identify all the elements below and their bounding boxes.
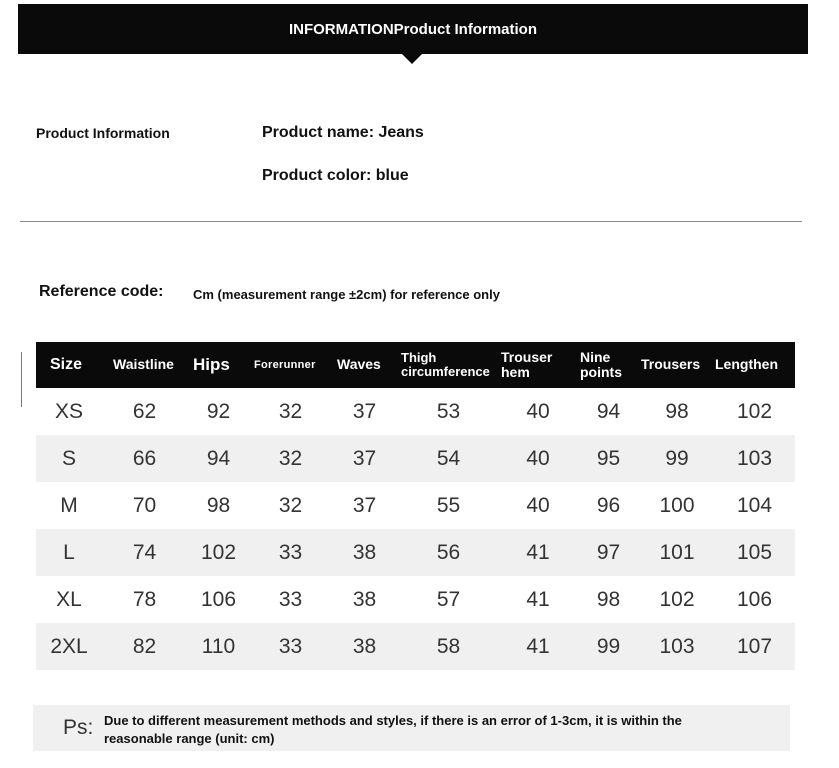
table-cell: 62 xyxy=(132,399,157,423)
banner-title: INFORMATIONProduct Information xyxy=(288,20,538,38)
header-trouser-hem: Trouser hem xyxy=(501,348,553,380)
table-cell: 66 xyxy=(132,446,157,470)
table-cell: 70 xyxy=(132,493,157,517)
table-cell: 103 xyxy=(659,634,695,658)
product-info-label: Product Information xyxy=(36,125,170,141)
table-cell: 94 xyxy=(206,446,231,470)
table-cell: M xyxy=(60,493,78,517)
table-cell: 40 xyxy=(526,446,550,470)
header-trousers: Trousers xyxy=(641,356,701,373)
table-cell: 32 xyxy=(278,446,303,470)
table-cell: 100 xyxy=(659,493,695,517)
table-cell: 38 xyxy=(352,634,377,658)
table-cell: 102 xyxy=(736,399,773,423)
table-cell: 32 xyxy=(278,493,303,517)
header-size: Size xyxy=(50,356,83,374)
table-cell: 82 xyxy=(132,634,157,658)
table-cell: 97 xyxy=(596,540,621,564)
table-cell: 99 xyxy=(596,634,621,658)
table-cell: 57 xyxy=(436,587,461,611)
table-cell: 105 xyxy=(736,540,773,564)
table-cell: 33 xyxy=(278,587,303,611)
table-cell: 74 xyxy=(132,540,157,564)
table-cell: 96 xyxy=(596,493,621,517)
header-thigh: Thigh circumference xyxy=(401,349,490,379)
table-cell: 106 xyxy=(200,587,237,611)
header-waistline: Waistline xyxy=(113,356,174,373)
header-waves: Waves xyxy=(337,356,381,373)
table-cell: 102 xyxy=(659,587,695,611)
header-lengthen: Lengthen xyxy=(715,356,778,373)
table-row xyxy=(36,623,795,670)
table-cell: 41 xyxy=(526,634,550,658)
header-forerunner: Forerunner xyxy=(254,358,316,371)
reference-note: Cm (measurement range ±2cm) for reference only xyxy=(193,287,500,302)
table-row xyxy=(36,482,795,529)
table-cell: L xyxy=(63,540,75,564)
table-cell: 40 xyxy=(526,493,550,517)
table-cell: 40 xyxy=(526,399,550,423)
edge-mark xyxy=(21,352,22,407)
table-cell: 38 xyxy=(352,587,377,611)
table-cell: 53 xyxy=(436,399,461,423)
table-cell: 54 xyxy=(436,446,461,470)
reference-label: Reference code: xyxy=(39,283,164,300)
table-cell: 107 xyxy=(736,634,773,658)
table-cell: 101 xyxy=(659,540,695,564)
table-row xyxy=(36,435,795,482)
table-cell: 33 xyxy=(278,634,303,658)
table-cell: 95 xyxy=(596,446,621,470)
table-cell: XL xyxy=(56,587,82,611)
table-cell: 56 xyxy=(436,540,461,564)
table-row xyxy=(36,388,795,435)
banner-pointer xyxy=(401,53,423,64)
table-cell: 58 xyxy=(436,634,461,658)
table-cell: 2XL xyxy=(50,634,88,658)
table-cell: 92 xyxy=(206,399,231,423)
table-cell: 98 xyxy=(596,587,621,611)
size-table xyxy=(36,342,795,670)
table-cell: XS xyxy=(54,399,83,423)
table-cell: 41 xyxy=(526,540,550,564)
table-cell: 98 xyxy=(206,493,231,517)
table-cell: 38 xyxy=(352,540,377,564)
table-cell: 33 xyxy=(278,540,303,564)
table-cell: 98 xyxy=(665,399,689,423)
table-header xyxy=(36,342,795,388)
section-divider xyxy=(20,221,802,222)
table-cell: 106 xyxy=(736,587,773,611)
product-color: Product color: blue xyxy=(262,167,409,184)
table-cell: 41 xyxy=(526,587,550,611)
header-banner xyxy=(18,4,808,54)
table-cell: 37 xyxy=(352,446,377,470)
table-cell: S xyxy=(61,446,76,470)
table-cell: 110 xyxy=(201,634,236,658)
table-cell: 104 xyxy=(736,493,773,517)
table-cell: 103 xyxy=(736,446,773,470)
table-cell: 99 xyxy=(665,446,689,470)
footnote-label: Ps: xyxy=(63,716,94,739)
product-name: Product name: Jeans xyxy=(262,124,424,141)
table-cell: 37 xyxy=(352,399,377,423)
table-cell: 32 xyxy=(278,399,303,423)
table-cell: 94 xyxy=(596,399,621,423)
header-hips: Hips xyxy=(193,354,230,374)
footnote-text: Due to different measurement methods and styles, if there is an error of 1-3cm, it is within the reasonable range (unit: cm) xyxy=(104,713,682,746)
table-row xyxy=(36,529,795,576)
table-cell: 78 xyxy=(132,587,157,611)
table-cell: 102 xyxy=(200,540,237,564)
table-body xyxy=(36,388,795,670)
table-cell: 37 xyxy=(352,493,377,517)
table-cell: 55 xyxy=(436,493,461,517)
table-row xyxy=(36,576,795,623)
header-nine-points: Nine points xyxy=(580,348,622,380)
